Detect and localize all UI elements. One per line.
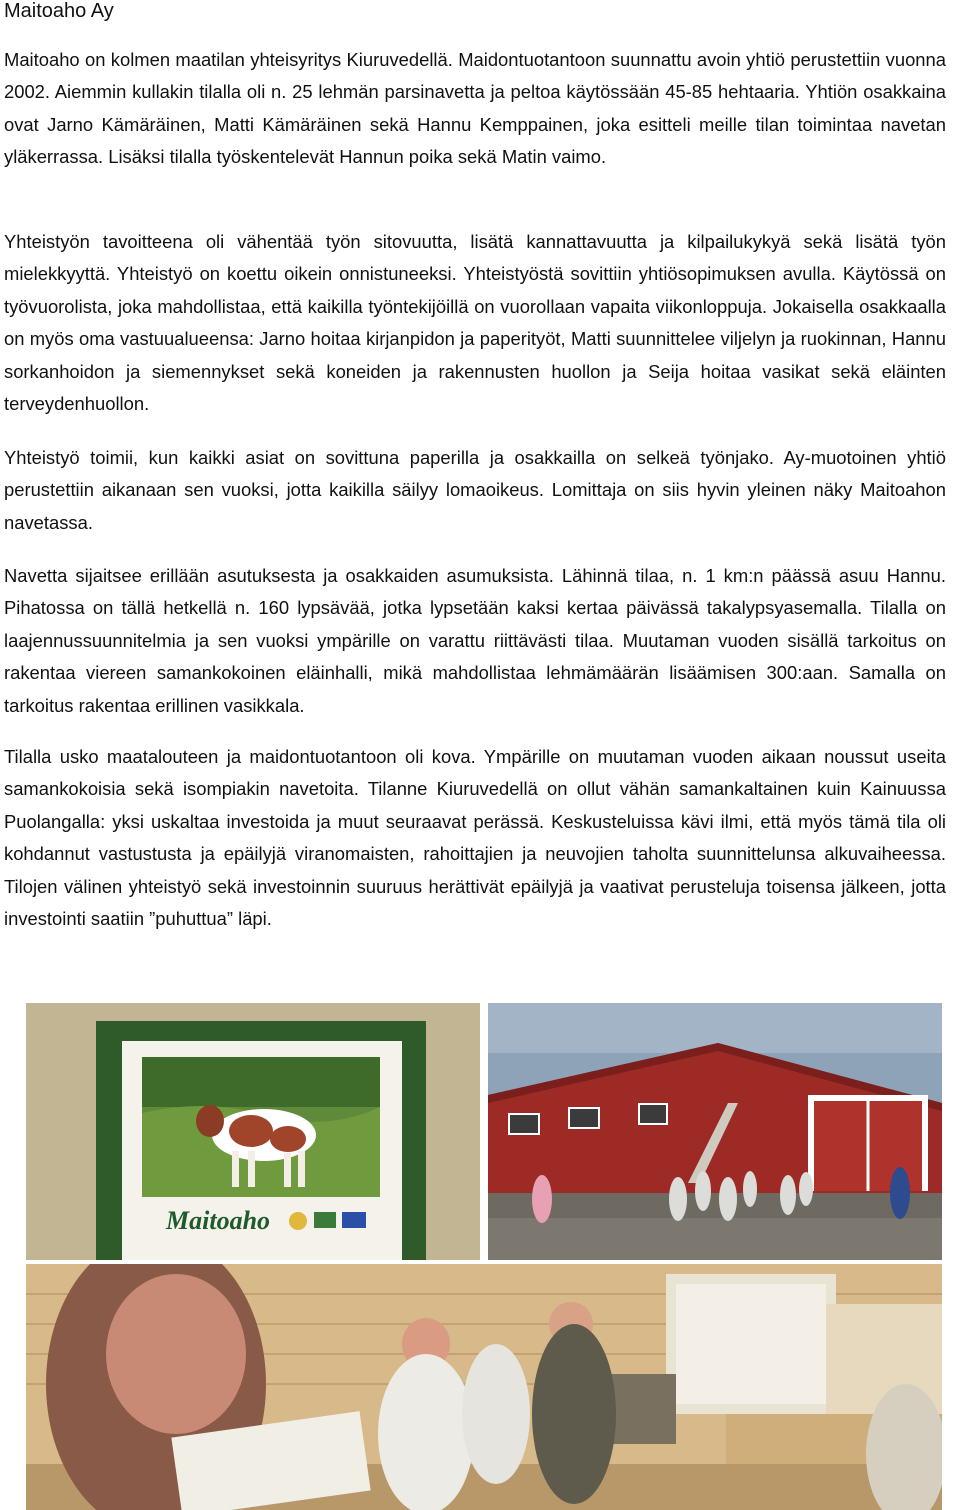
paragraph-cooperation-works: Yhteistyö toimii, kun kaikki asiat on sovittuna paperilla ja osakkailla on selkeä työnjako. Ay-muotoinen yhtiö perustettiin aikanaan sen vuoksi, jotta kaikilla säilyy lomaoikeus. Lomittaja on siis hyvin yleinen näky Maitoahon navetassa. (4, 447, 946, 533)
page-title: Maitoaho Ay (4, 0, 114, 22)
paragraph-barn-location: Navetta sijaitsee erillään asutuksesta ja osakkaiden asumuksista. Lähinnä tilaa, n. 1 km:n päässä asuu Hannu. Pihatossa on tällä hetkellä n. 160 lypsävää, jotka lypsetään kaksi kertaa päivässä takalypsyasemalla. Tilalla on laajennussuunnitelmia ja sen vuoksi ympärille on varattu riittävästi tilaa. Muutaman vuoden sisällä tarkoitus on rakentaa viereen samankokoinen eläinhalli, mikä mahdollistaa lehmämäärän lisäämisen 300:aan. Samalla on tarkoitus rakentaa erillinen vasikkala. (4, 565, 946, 716)
paragraph-cooperation-goals: Yhteistyön tavoitteena oli vähentää työn sitovuutta, lisätä kannattavuutta ja kilpailukykyä sekä lisätä työn mielekkyyttä. Yhteistyö on koettu oikein onnistuneeksi. Yhteistyöstä sovittiin yhtiösopimuksen avulla. Käytössä on työvuorolista, joka mahdollistaa, että kaikilla työntekijöillä on vuorollaan vapaita viikonloppuja. Jokaisella osakkaalla on myös oma vastuualueensa: Jarno hoitaa kirjanpidon ja paperityöt, Matti suunnittelee viljelyn ja ruokinnan, Hannu sorkanhoidon ja siemennykset sekä koneiden ja rakennusten huollon ja Seija hoitaa vasikat sekä eläinten terveydenhuollon. (4, 231, 946, 415)
paragraph-investment: Tilalla usko maatalouteen ja maidontuotantoon oli kova. Ympärille on muutaman vuoden aikaan noussut useita samankokoisia sekä isompiakin navetoita. Tilanne Kiuruvedellä on ollut vähän samankaltainen kuin Kainuussa Puolangalla: yksi uskaltaa investoida ja muut seuraavat perässä. Keskusteluissa kävi ilmi, että myös tämä tila oli kohdannut vastustusta ja epäilyjä viranomaisten, rahoittajien ja neuvojien taholta suunnittelunsa alkuvaiheessa. Tilojen välinen yhteistyö sekä investoinnin suuruus herättivät epäilyjä ja vaativat perusteluja toisensa jälkeen, jotta investointi saatiin ”puhuttua” läpi. (4, 746, 946, 930)
paragraph-intro: Maitoaho on kolmen maatilan yhteisyritys Kiuruvedellä. Maidontuotantoon suunnattu avoin yhtiö perustettiin vuonna 2002. Aiemmin kullakin tilalla oli n. 25 lehmän parsinavetta ja peltoa käytössään 45-85 hehtaaria. Yhtiön osakkaina ovat Jarno Kämäräinen, Matti Kämäräinen sekä Hannu Kemppainen, joka esitteli meille tilan toimintaa navetan yläkerrassa. Lisäksi tilalla työskentelevät Hannun poika sekä Matin vaimo. (4, 49, 946, 168)
maitoaho-sign-photo (26, 1003, 480, 1260)
red-barn-photo (488, 1003, 942, 1260)
sign-logo-text: Maitoaho (166, 1206, 271, 1235)
office-visit-photo (26, 1264, 942, 1510)
